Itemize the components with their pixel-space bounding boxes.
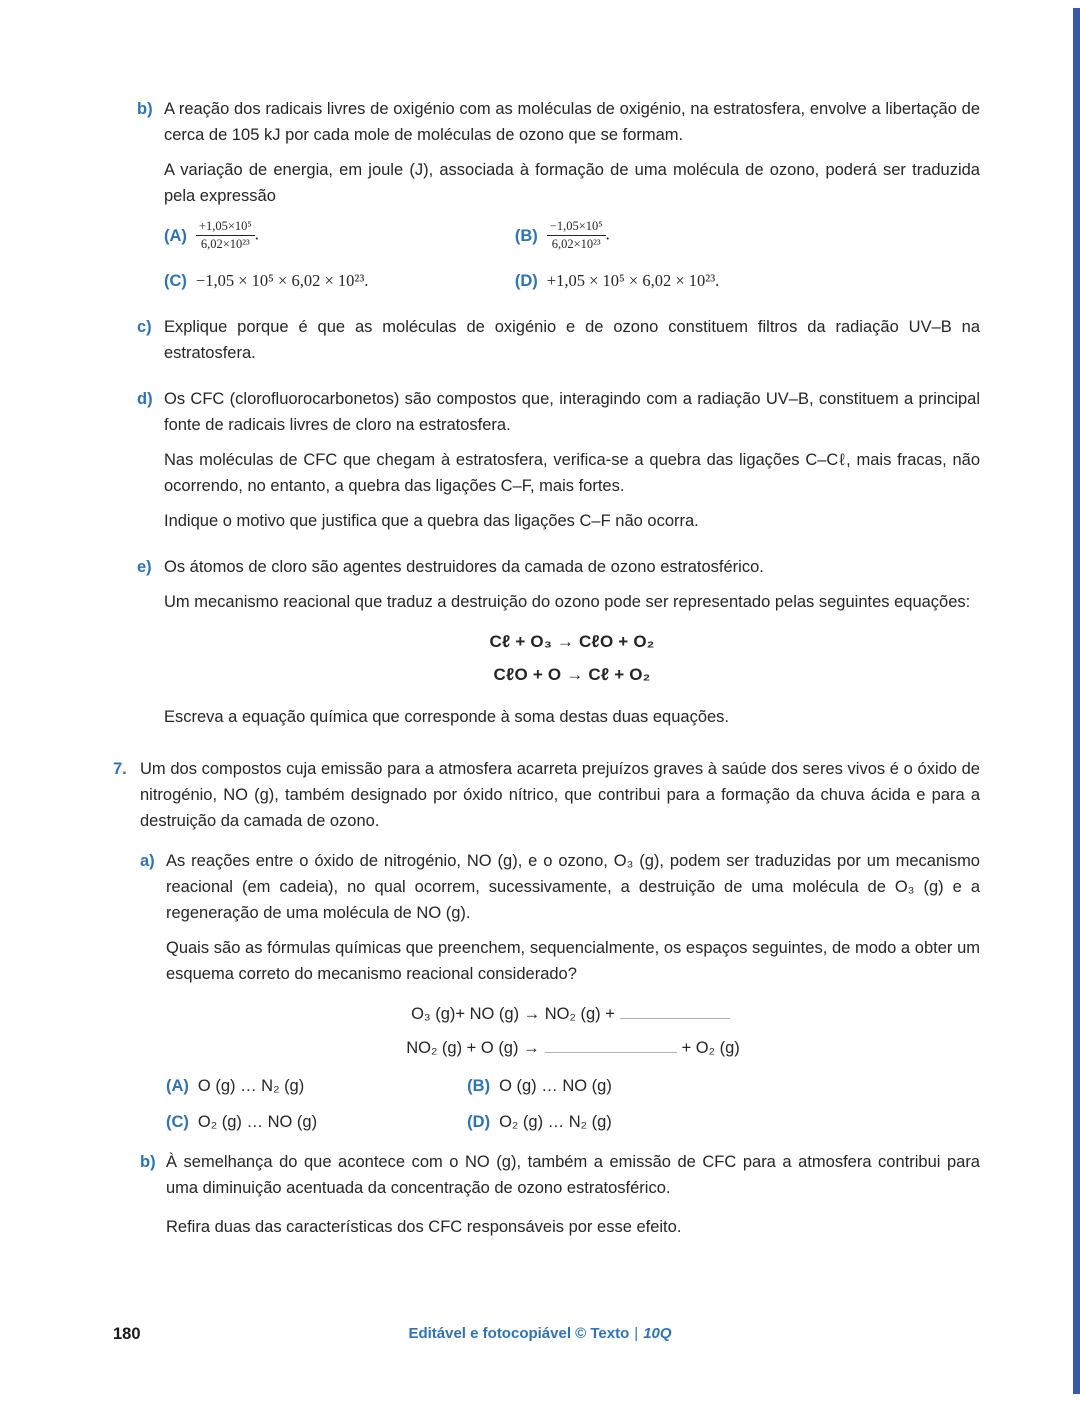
item-e-paragraph-2: Um mecanismo reacional que traduz a destruição do ozono pode ser representado pelas seguintes equações: <box>164 593 971 611</box>
period: . <box>254 224 259 244</box>
option-c <box>166 1109 467 1135</box>
item-b-paragraph-1: A reação dos radicais livres de oxigénio com as moléculas de oxigénio, na estratosfera, envolve a libertação de cerca de 105 kJ por cada mole de moléculas de ozono que se formam. <box>164 100 980 144</box>
question-item-7a <box>140 848 980 1135</box>
item-c-label: c) <box>137 318 152 336</box>
reaction-equation-1: Cℓ + O₃ → CℓO + O₂ <box>489 632 655 651</box>
option-d <box>467 1109 980 1135</box>
option-a-label: (A) <box>166 1077 189 1095</box>
reaction-equation-2: CℓO + O → Cℓ + O₂ <box>493 665 651 684</box>
option-c-expression: −1,05 × 10⁵ × 6,02 × 10²³. <box>195 271 369 290</box>
item-7a-paragraph-2: Quais são as fórmulas químicas que preenchem, sequencialmente, os espaços seguintes, de modo a obter um esquema correto do mecanismo reacional considerado? <box>166 939 980 983</box>
question-item-c <box>137 314 980 366</box>
footer <box>0 1321 1080 1347</box>
option-d <box>515 268 980 294</box>
item-7b-paragraph-1: À semelhança do que acontece com o NO (g), também a emissão de CFC para a atmosfera contribui para uma diminuição acentuada da concentração de ozono estratosférico. <box>166 1153 980 1197</box>
question-item-e <box>137 554 980 730</box>
fraction-numerator: +1,05×10⁵ <box>196 219 255 236</box>
item-7a-options <box>166 1073 980 1135</box>
item-b-options <box>164 219 980 294</box>
fraction-numerator: −1,05×10⁵ <box>547 219 606 236</box>
option-c <box>164 268 515 294</box>
option-d-label: (D) <box>467 1113 491 1131</box>
item-7b-paragraph-2: Refira duas das características dos CFC responsáveis por esse efeito. <box>166 1218 682 1236</box>
option-b-fraction <box>547 219 610 252</box>
option-d-label: (D) <box>514 272 538 290</box>
option-a <box>164 219 515 252</box>
option-a-text: O (g) … N₂ (g) <box>197 1077 305 1095</box>
item-d-paragraph-1: Os CFC (clorofluorocarbonetos) são compostos que, interagindo com a radiação UV–B, constituem a principal fonte de radicais livres de cloro na estratosfera. <box>164 390 980 434</box>
item-7b-body <box>166 1149 980 1240</box>
scheme-line-2-suffix: + O₂ (g) <box>681 1039 740 1057</box>
page-number: 180 <box>113 1325 141 1343</box>
option-b <box>467 1073 980 1099</box>
option-a <box>166 1073 467 1099</box>
footer-book-code: 10Q <box>643 1325 672 1342</box>
item-7a-body <box>166 848 980 1135</box>
item-7-number: 7. <box>113 760 127 778</box>
item-7a-paragraph-1: As reações entre o óxido de nitrogénio, NO (g), e o ozono, O₃ (g), podem ser traduzidas por um mecanismo reacional (em cadeia), no qual ocorrem, sucessivamente, a destruição de uma molécula de O₃ (g) e a regeneração de uma molécula de NO (g). <box>166 852 980 922</box>
item-7-body <box>140 756 980 1240</box>
mechanism-scheme <box>166 1001 980 1061</box>
fraction-denominator: 6,02×10²³ <box>551 237 601 251</box>
item-b-paragraph-2: A variação de energia, em joule (J), associada à formação de uma molécula de ozono, poderá ser traduzida pela expressão <box>164 161 980 205</box>
option-b-label: (B) <box>514 226 538 245</box>
item-e-label: e) <box>137 558 152 576</box>
option-b-label: (B) <box>467 1077 491 1095</box>
item-d-paragraph-3: Indique o motivo que justifica que a quebra das ligações C–F não ocorra. <box>164 512 699 530</box>
mechanism-scheme-line-1 <box>166 1001 980 1027</box>
period: . <box>605 224 610 244</box>
option-b <box>515 219 980 252</box>
option-c-text: O₂ (g) … NO (g) <box>197 1113 318 1131</box>
scheme-line-2-text: NO₂ (g) + O (g) → <box>406 1039 540 1057</box>
item-d-label: d) <box>137 390 153 408</box>
scheme-line-1-text: O₃ (g)+ NO (g) → NO₂ (g) + <box>411 1005 615 1023</box>
option-a-label: (A) <box>164 226 187 245</box>
item-7-paragraph-1: Um dos compostos cuja emissão para a atmosfera acarreta prejuízos graves à saúde dos seres vivos é o óxido de nitrogénio, NO (g), também designado por óxido nítrico, que contribui para a formação da chuva ácida e para a destruição da camada de ozono. <box>140 760 980 830</box>
item-b-body <box>164 96 980 294</box>
ozone-destruction-equations <box>164 629 980 688</box>
footer-label: Editável e fotocopiável © Texto <box>408 1325 630 1342</box>
question-item-b <box>137 96 980 294</box>
page-edge-accent-bar <box>1073 8 1080 1394</box>
option-c-label: (C) <box>164 272 187 290</box>
option-a-fraction <box>196 219 259 252</box>
item-c-body <box>164 314 980 366</box>
option-b-text: O (g) … NO (g) <box>499 1077 612 1095</box>
item-7a-label: a) <box>140 852 155 870</box>
question-item-7 <box>113 756 980 1240</box>
item-e-paragraph-3: Escreva a equação química que corresponde à soma destas duas equações. <box>164 708 730 726</box>
item-d-paragraph-2: Nas moléculas de CFC que chegam à estratosfera, verifica-se a quebra das ligações C–Cℓ, mais fracas, não ocorrendo, no entanto, a quebra das ligações C–F, mais fortes. <box>164 451 980 495</box>
item-b-label: b) <box>137 100 153 118</box>
item-e-paragraph-1: Os átomos de cloro são agentes destruidores da camada de ozono estratosférico. <box>164 558 764 576</box>
option-d-expression: +1,05 × 10⁵ × 6,02 × 10²³. <box>546 271 720 290</box>
answer-blank-2 <box>545 1038 677 1053</box>
item-d-body <box>164 386 980 534</box>
question-item-7b <box>140 1149 980 1240</box>
question-item-d <box>137 386 980 534</box>
answer-blank-1 <box>620 1004 730 1019</box>
fraction-denominator: 6,02×10²³ <box>200 237 250 251</box>
footer-separator: | <box>634 1325 639 1342</box>
option-c-label: (C) <box>166 1113 189 1131</box>
mechanism-scheme-line-2 <box>166 1035 980 1061</box>
item-c-paragraph-1: Explique porque é que as moléculas de oxigénio e de ozono constituem filtros da radiação UV–B na estratosfera. <box>164 318 980 362</box>
item-7b-label: b) <box>140 1153 156 1171</box>
option-d-text: O₂ (g) … N₂ (g) <box>499 1113 612 1131</box>
item-e-body <box>164 554 980 730</box>
